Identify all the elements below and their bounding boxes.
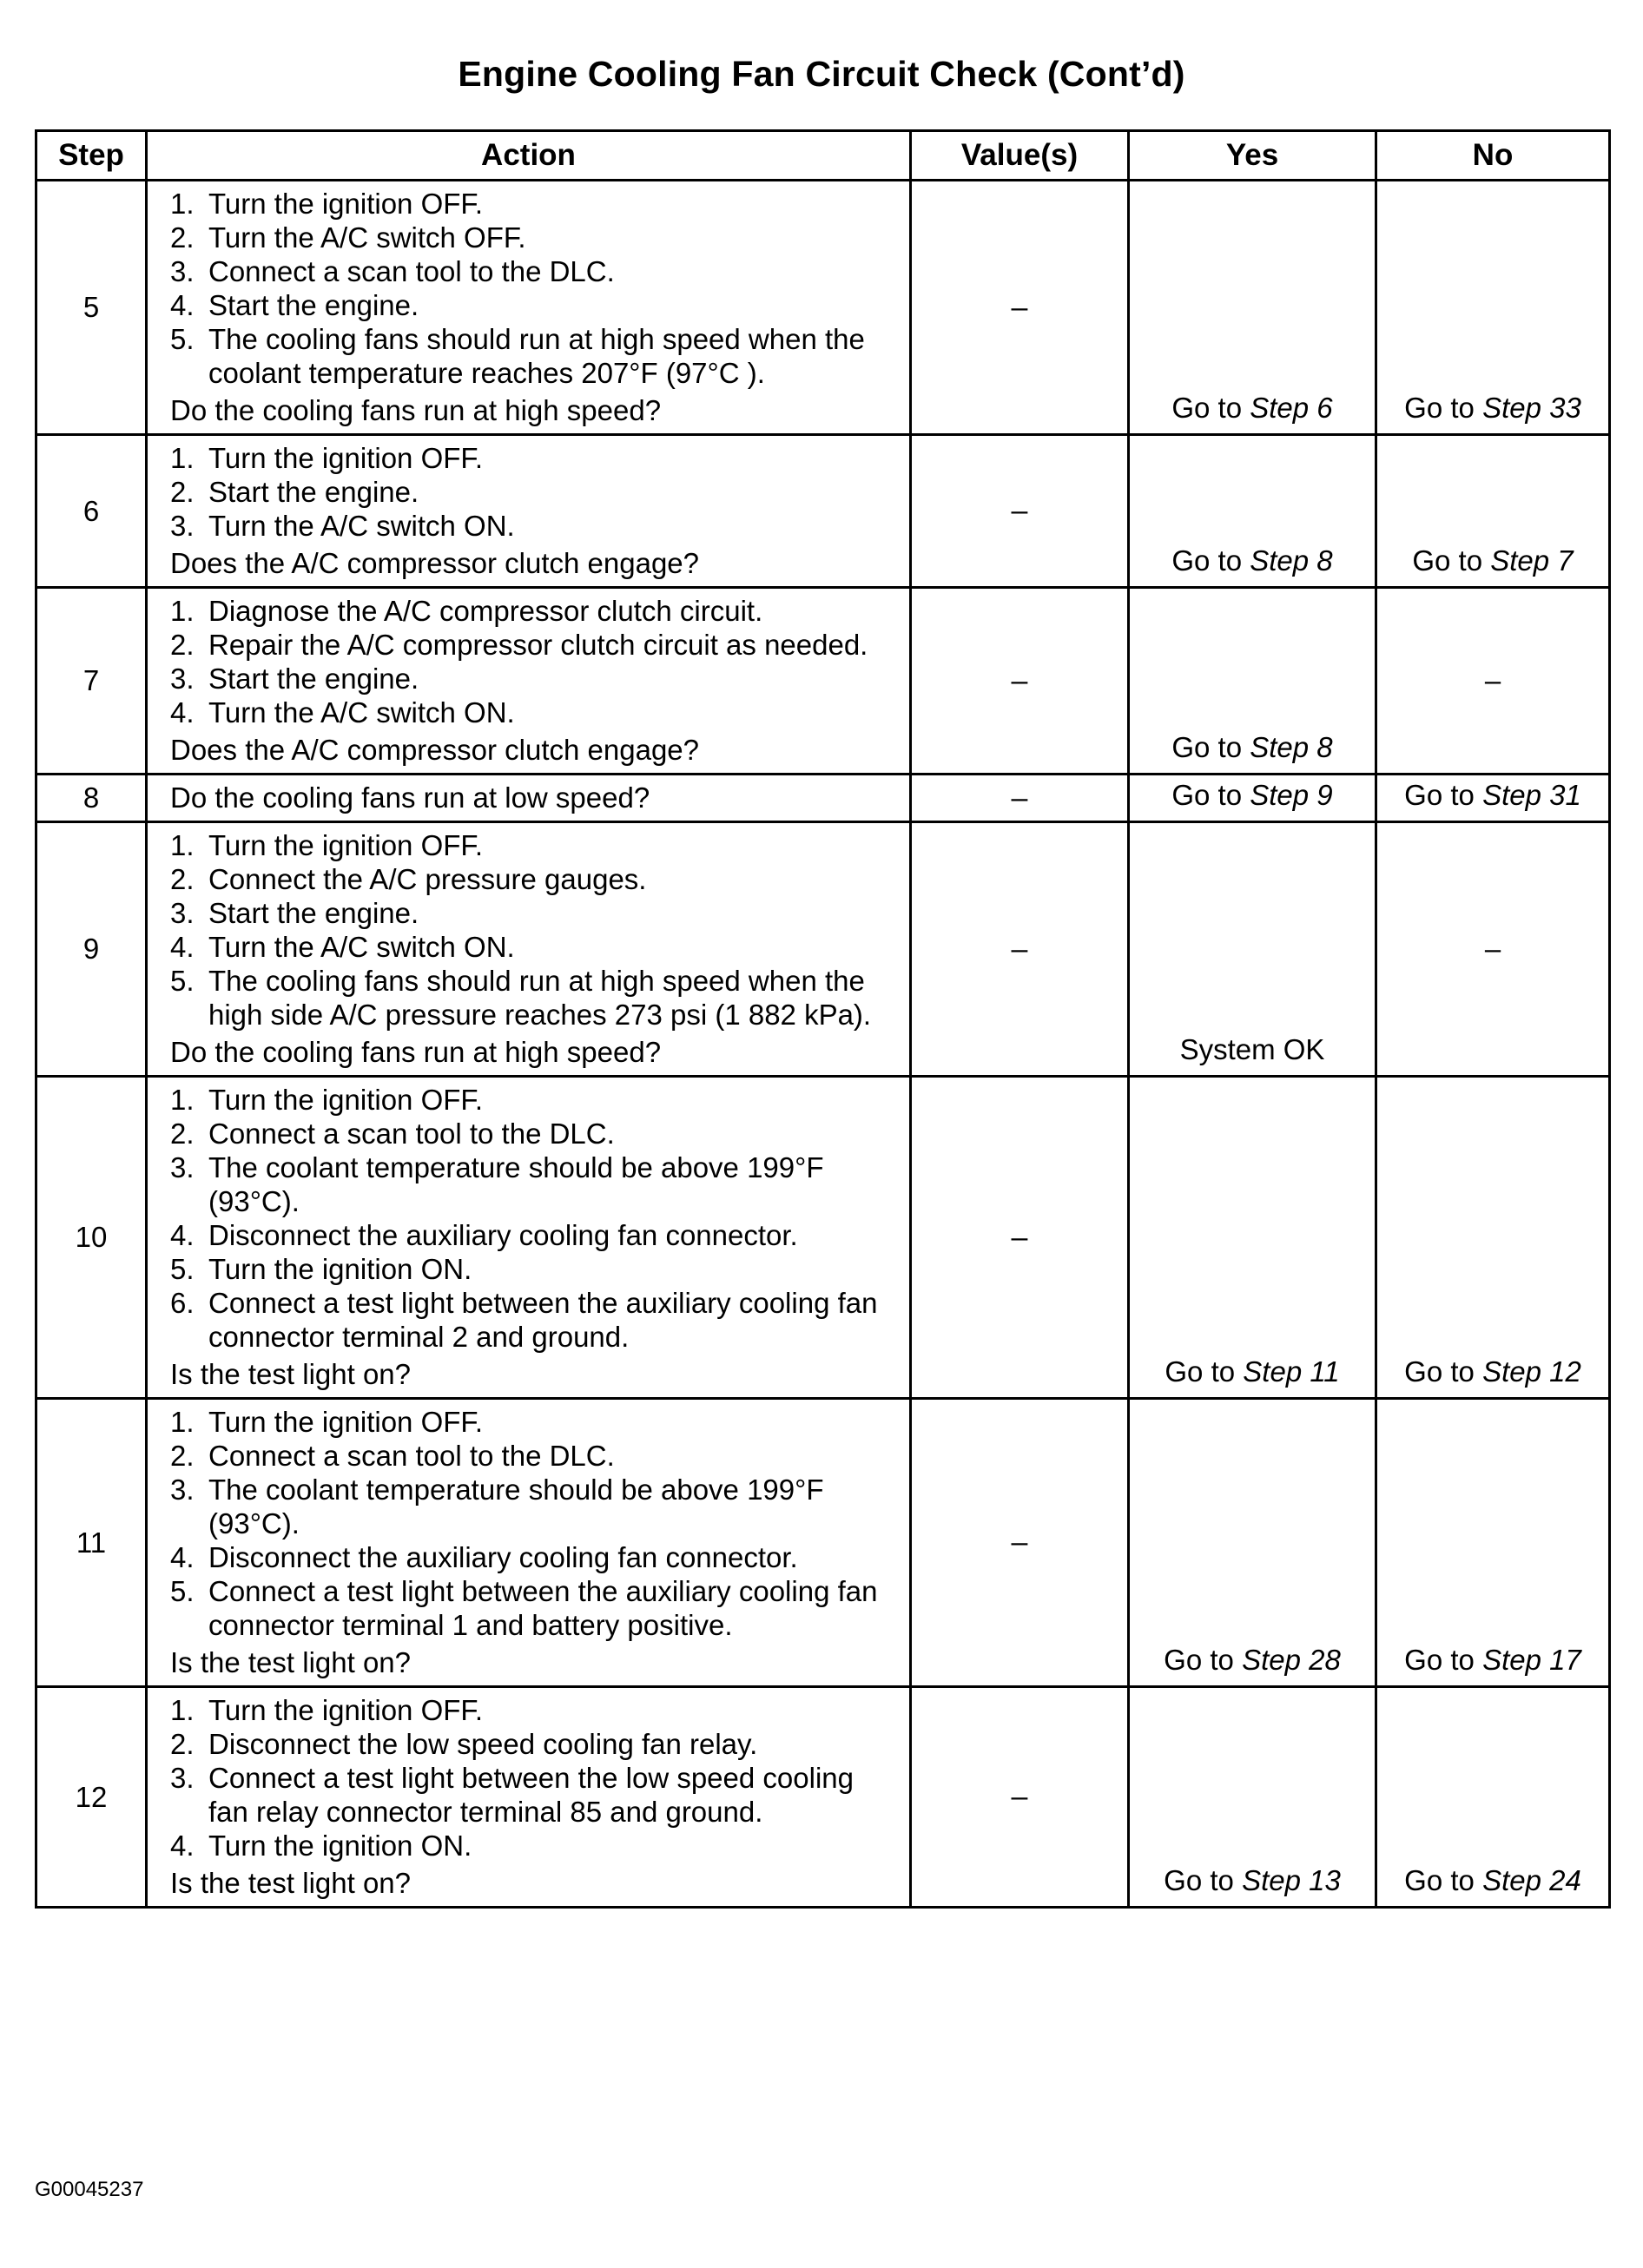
action-instruction xyxy=(170,1218,901,1252)
action-instruction xyxy=(170,1405,901,1439)
yes-goto-step: Step 9 xyxy=(1250,779,1333,811)
action-instruction xyxy=(170,441,901,475)
instruction-number: 4. xyxy=(170,289,195,321)
yes-goto-prefix: Go to xyxy=(1164,1644,1243,1676)
column-header-action: Action xyxy=(147,131,911,181)
yes-goto-step: Step 13 xyxy=(1242,1864,1341,1896)
yes-goto-prefix: Go to xyxy=(1171,392,1250,424)
document-code: G00045237 xyxy=(35,2178,144,2201)
step-no-cell xyxy=(1376,775,1610,822)
no-goto-prefix: Go to xyxy=(1404,1355,1483,1388)
yes-goto-step: Step 8 xyxy=(1250,544,1333,577)
step-number-cell: 9 xyxy=(36,822,147,1077)
column-header-values: Value(s) xyxy=(911,131,1129,181)
step-number-cell: 10 xyxy=(36,1077,147,1399)
instruction-number: 3. xyxy=(170,510,195,542)
action-question: Is the test light on? xyxy=(170,1646,412,1678)
step-action-cell xyxy=(147,1077,911,1399)
yes-goto-link xyxy=(1171,544,1332,577)
instruction-number: 3. xyxy=(170,1762,195,1794)
yes-goto-prefix: Go to xyxy=(1171,731,1250,763)
no-goto-prefix: Go to xyxy=(1404,779,1483,811)
instruction-text: Connect a test light between the auxiliary cooling fan connector terminal 2 and ground. xyxy=(208,1287,878,1353)
step-no-cell xyxy=(1376,588,1610,775)
step-value-cell: – xyxy=(911,775,1129,822)
action-instruction xyxy=(170,1252,901,1286)
column-header-step: Step xyxy=(36,131,147,181)
action-question: Is the test light on? xyxy=(170,1867,412,1899)
action-instruction xyxy=(170,1117,901,1150)
action-question: Does the A/C compressor clutch engage? xyxy=(170,734,700,766)
step-number-cell: 7 xyxy=(36,588,147,775)
action-instruction xyxy=(170,696,901,729)
instruction-number: 2. xyxy=(170,1728,195,1760)
no-goto-step: Step 12 xyxy=(1482,1355,1581,1388)
no-goto-link xyxy=(1404,1644,1581,1676)
step-yes-cell xyxy=(1129,1399,1376,1687)
action-question: Is the test light on? xyxy=(170,1358,412,1390)
step-action-cell xyxy=(147,775,911,822)
instruction-text: Disconnect the low speed cooling fan relay. xyxy=(208,1728,758,1760)
instruction-text: Connect a scan tool to the DLC. xyxy=(208,1440,615,1472)
yes-goto-prefix: Go to xyxy=(1171,779,1250,811)
action-instruction xyxy=(170,594,901,628)
instruction-text: Turn the ignition OFF. xyxy=(208,1084,484,1116)
step-yes-cell xyxy=(1129,588,1376,775)
instruction-number: 4. xyxy=(170,1830,195,1862)
action-instruction xyxy=(170,1473,901,1540)
step-no-cell xyxy=(1376,181,1610,435)
yes-goto-link xyxy=(1171,731,1332,763)
instruction-number: 5. xyxy=(170,1575,195,1607)
action-instruction xyxy=(170,930,901,964)
instruction-text: Turn the A/C switch ON. xyxy=(208,510,515,542)
step-number-cell: 6 xyxy=(36,435,147,588)
action-instruction xyxy=(170,896,901,930)
step-action-cell xyxy=(147,181,911,435)
action-question: Do the cooling fans run at low speed? xyxy=(170,781,650,814)
yes-goto-step: Step 11 xyxy=(1243,1355,1340,1388)
instruction-number: 5. xyxy=(170,965,195,997)
action-question: Do the cooling fans run at high speed? xyxy=(170,1036,662,1068)
action-instruction xyxy=(170,288,901,322)
instruction-number: 4. xyxy=(170,1541,195,1573)
instruction-number: 1. xyxy=(170,1084,195,1116)
step-yes-cell xyxy=(1129,1687,1376,1908)
no-goto-step: Step 31 xyxy=(1482,779,1581,811)
step-no-cell xyxy=(1376,1687,1610,1908)
instruction-number: 3. xyxy=(170,1151,195,1183)
instruction-number: 2. xyxy=(170,1118,195,1150)
instruction-number: 5. xyxy=(170,323,195,355)
step-value-cell: – xyxy=(911,1077,1129,1399)
instruction-text: Diagnose the A/C compressor clutch circuit. xyxy=(208,595,763,627)
yes-goto-link xyxy=(1171,779,1332,811)
yes-goto-link xyxy=(1164,1644,1341,1676)
table-row xyxy=(36,181,1610,435)
no-result-text: – xyxy=(1484,664,1501,696)
instruction-text: Connect a test light between the auxiliary cooling fan connector terminal 1 and battery positive. xyxy=(208,1575,878,1641)
step-action-cell xyxy=(147,1687,911,1908)
table-header-row xyxy=(36,131,1610,181)
step-no-cell xyxy=(1376,822,1610,1077)
no-goto-prefix: Go to xyxy=(1404,1864,1483,1896)
action-instruction xyxy=(170,1439,901,1473)
step-number-cell: 11 xyxy=(36,1399,147,1687)
step-action-cell xyxy=(147,435,911,588)
column-header-yes: Yes xyxy=(1129,131,1376,181)
action-instruction xyxy=(170,187,901,221)
instruction-text: Turn the A/C switch ON. xyxy=(208,931,515,963)
step-value-cell: – xyxy=(911,435,1129,588)
yes-goto-prefix: Go to xyxy=(1164,1864,1243,1896)
instruction-number: 2. xyxy=(170,221,195,254)
yes-goto-prefix: Go to xyxy=(1165,1355,1244,1388)
instruction-number: 2. xyxy=(170,863,195,895)
instruction-text: The cooling fans should run at high speed when the coolant temperature reaches 207°F (97°C ). xyxy=(208,323,865,389)
instruction-text: Turn the ignition OFF. xyxy=(208,1406,484,1438)
table-row xyxy=(36,1077,1610,1399)
step-value-cell: – xyxy=(911,588,1129,775)
instruction-text: Connect a scan tool to the DLC. xyxy=(208,255,615,287)
table-row xyxy=(36,1399,1610,1687)
no-goto-step: Step 17 xyxy=(1482,1644,1581,1676)
no-goto-prefix: Go to xyxy=(1404,1644,1483,1676)
diagnostic-table xyxy=(35,129,1611,1909)
step-no-cell xyxy=(1376,1077,1610,1399)
step-number-cell: 5 xyxy=(36,181,147,435)
instruction-number: 3. xyxy=(170,1474,195,1506)
action-instruction xyxy=(170,1761,901,1829)
action-instruction xyxy=(170,1540,901,1574)
action-instruction xyxy=(170,964,901,1032)
step-number-cell: 8 xyxy=(36,775,147,822)
action-instruction xyxy=(170,254,901,288)
action-instruction xyxy=(170,1727,901,1761)
instruction-text: Start the engine. xyxy=(208,289,419,321)
instruction-text: The coolant temperature should be above 199°F (93°C). xyxy=(208,1151,824,1217)
instruction-number: 1. xyxy=(170,1406,195,1438)
table-row xyxy=(36,435,1610,588)
instruction-text: Disconnect the auxiliary cooling fan connector. xyxy=(208,1541,798,1573)
no-result-text: – xyxy=(1484,933,1501,965)
step-yes-cell xyxy=(1129,1077,1376,1399)
step-no-cell xyxy=(1376,435,1610,588)
action-instruction xyxy=(170,322,901,390)
action-instruction xyxy=(170,1693,901,1727)
no-goto-link xyxy=(1404,1355,1581,1388)
instruction-text: Turn the ignition ON. xyxy=(208,1830,472,1862)
no-goto-step: Step 7 xyxy=(1490,544,1574,577)
action-instruction xyxy=(170,1829,901,1863)
table-body xyxy=(36,181,1610,1908)
table-row xyxy=(36,822,1610,1077)
instruction-number: 4. xyxy=(170,696,195,729)
instruction-number: 1. xyxy=(170,595,195,627)
yes-goto-step: Step 6 xyxy=(1250,392,1333,424)
yes-goto-step: Step 28 xyxy=(1242,1644,1341,1676)
action-instruction xyxy=(170,1083,901,1117)
no-goto-prefix: Go to xyxy=(1412,544,1491,577)
action-question: Does the A/C compressor clutch engage? xyxy=(170,547,700,579)
instruction-text: Turn the ignition ON. xyxy=(208,1253,472,1285)
instruction-number: 3. xyxy=(170,663,195,695)
yes-goto-step: Step 8 xyxy=(1250,731,1333,763)
action-instruction xyxy=(170,509,901,543)
action-instruction xyxy=(170,662,901,696)
step-yes-cell xyxy=(1129,775,1376,822)
instruction-number: 1. xyxy=(170,442,195,474)
yes-goto-link xyxy=(1171,392,1332,424)
instruction-text: Turn the ignition OFF. xyxy=(208,442,484,474)
instruction-number: 2. xyxy=(170,1440,195,1472)
step-action-cell xyxy=(147,588,911,775)
action-instruction xyxy=(170,475,901,509)
instruction-text: Disconnect the auxiliary cooling fan connector. xyxy=(208,1219,798,1251)
instruction-text: Turn the A/C switch ON. xyxy=(208,696,515,729)
no-goto-link xyxy=(1404,779,1581,811)
step-no-cell xyxy=(1376,1399,1610,1687)
instruction-number: 3. xyxy=(170,255,195,287)
instruction-text: Connect the A/C pressure gauges. xyxy=(208,863,647,895)
step-number-cell: 12 xyxy=(36,1687,147,1908)
instruction-text: Turn the ignition OFF. xyxy=(208,829,484,861)
instruction-text: Repair the A/C compressor clutch circuit as needed. xyxy=(208,629,868,661)
instruction-number: 1. xyxy=(170,188,195,220)
table-row xyxy=(36,588,1610,775)
instruction-text: Turn the ignition OFF. xyxy=(208,1694,484,1726)
instruction-number: 2. xyxy=(170,629,195,661)
action-instruction xyxy=(170,1286,901,1354)
instruction-text: Turn the ignition OFF. xyxy=(208,188,484,220)
no-goto-link xyxy=(1412,544,1573,577)
instruction-text: Start the engine. xyxy=(208,663,419,695)
yes-goto-link xyxy=(1165,1355,1339,1388)
no-goto-step: Step 33 xyxy=(1482,392,1581,424)
instruction-text: Start the engine. xyxy=(208,476,419,508)
table-row xyxy=(36,1687,1610,1908)
step-value-cell: – xyxy=(911,1687,1129,1908)
step-value-cell: – xyxy=(911,822,1129,1077)
table-row xyxy=(36,775,1610,822)
action-instruction xyxy=(170,1574,901,1642)
page-title: Engine Cooling Fan Circuit Check (Cont’d) xyxy=(458,54,1185,94)
instruction-number: 5. xyxy=(170,1253,195,1285)
step-yes-cell xyxy=(1129,435,1376,588)
step-action-cell xyxy=(147,1399,911,1687)
instruction-number: 4. xyxy=(170,931,195,963)
step-yes-cell xyxy=(1129,822,1376,1077)
yes-goto-link xyxy=(1164,1864,1341,1896)
action-instruction xyxy=(170,828,901,862)
instruction-text: Turn the A/C switch OFF. xyxy=(208,221,526,254)
instruction-text: The cooling fans should run at high speed when the high side A/C pressure reaches 273 psi (1 882 kPa). xyxy=(208,965,872,1031)
instruction-number: 6. xyxy=(170,1287,195,1319)
instruction-text: Start the engine. xyxy=(208,897,419,929)
yes-result-text: System OK xyxy=(1179,1033,1325,1065)
action-instruction xyxy=(170,628,901,662)
yes-goto-prefix: Go to xyxy=(1171,544,1250,577)
instruction-number: 1. xyxy=(170,829,195,861)
instruction-number: 1. xyxy=(170,1694,195,1726)
step-value-cell: – xyxy=(911,1399,1129,1687)
no-goto-link xyxy=(1404,1864,1581,1896)
step-action-cell xyxy=(147,822,911,1077)
step-value-cell: – xyxy=(911,181,1129,435)
instruction-number: 3. xyxy=(170,897,195,929)
action-question: Do the cooling fans run at high speed? xyxy=(170,394,662,426)
instruction-number: 2. xyxy=(170,476,195,508)
column-header-no: No xyxy=(1376,131,1610,181)
instruction-text: Connect a test light between the low speed cooling fan relay connector terminal 85 and ground. xyxy=(208,1762,854,1828)
no-goto-prefix: Go to xyxy=(1404,392,1483,424)
instruction-number: 4. xyxy=(170,1219,195,1251)
instruction-text: Connect a scan tool to the DLC. xyxy=(208,1118,615,1150)
action-instruction xyxy=(170,862,901,896)
instruction-text: The coolant temperature should be above 199°F (93°C). xyxy=(208,1474,824,1539)
step-yes-cell xyxy=(1129,181,1376,435)
action-instruction xyxy=(170,221,901,254)
no-goto-link xyxy=(1404,392,1581,424)
no-goto-step: Step 24 xyxy=(1482,1864,1581,1896)
action-instruction xyxy=(170,1150,901,1218)
